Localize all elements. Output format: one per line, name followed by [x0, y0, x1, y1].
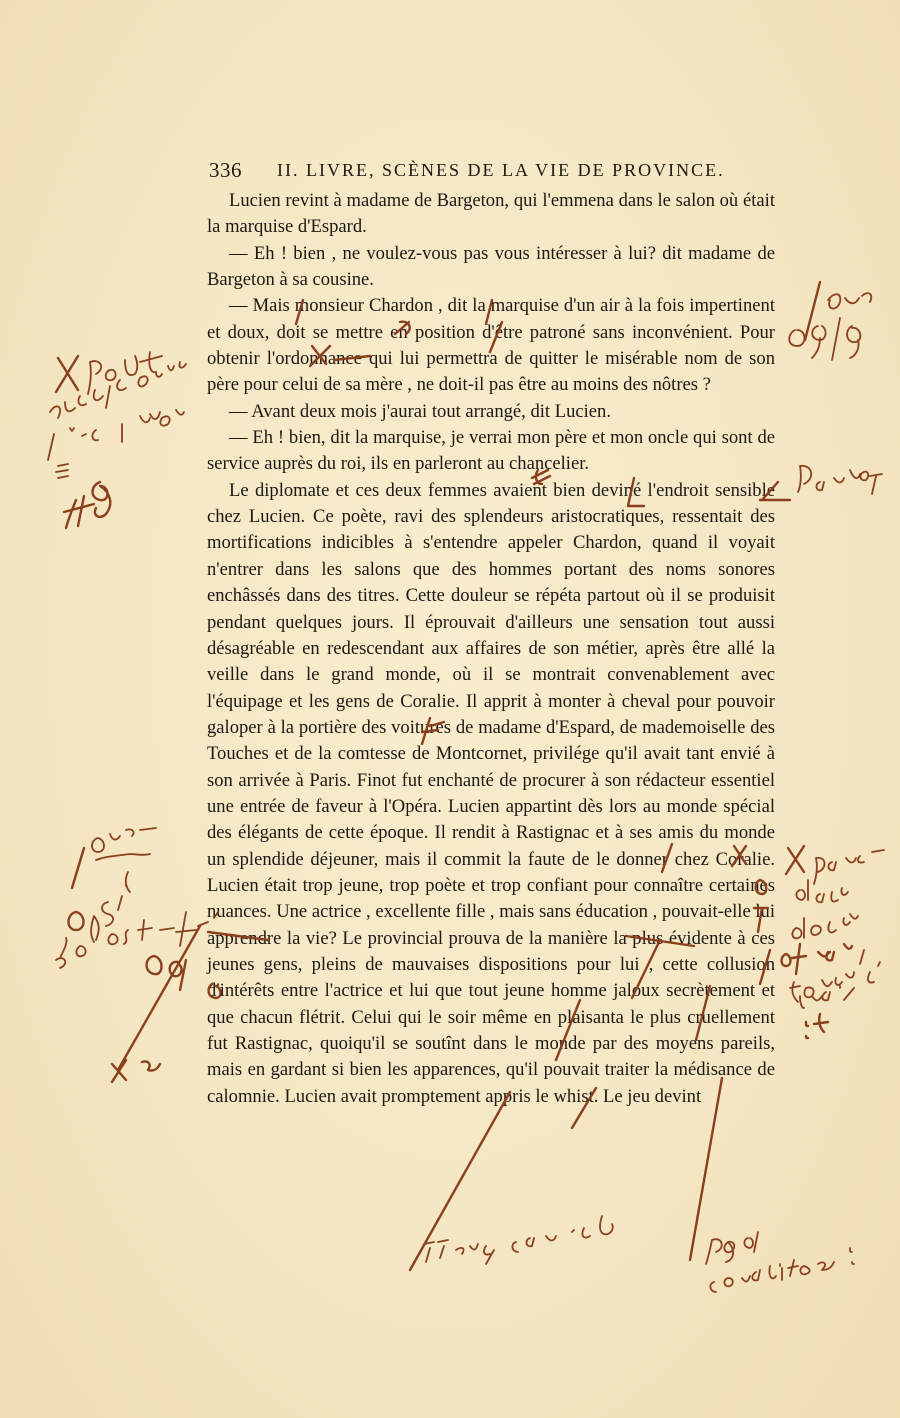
margin-note-bottom-1 — [410, 1092, 613, 1270]
paragraph-4: — Avant deux mois j'aurai tout arrangé, dit Lucien. — [229, 400, 612, 422]
margin-note-bottom-2 — [690, 1078, 854, 1292]
margin-note-left-2 — [56, 828, 218, 1082]
margin-note-right-1 — [789, 282, 871, 360]
margin-note-left-1 — [48, 352, 186, 528]
margin-note-right-3 — [782, 846, 885, 1038]
page-number: 336 — [209, 158, 242, 182]
running-title: II. LIVRE, SCÈNES DE LA VIE DE PROVINCE. — [277, 160, 725, 180]
page-header — [209, 158, 774, 186]
paragraph-6: Le diplomate et ces deux femmes avaient bien deviné l'endroit sensible chez Lucien. Ce poète, ravi des splendeurs aristocratiques, ressentait des mortifications indicibles à s'entendre appeler Chardon, quand il voyait n'entrer dans les salons que des hommes portant des noms sonores enchâssés dans des titres. Cette douleur se répéta partout où il se produisit pendant quelques jours. Il éprouvait d'ailleurs une sensation tout aussi désagréable en redescendant aux affaires de son métier, après être allé la veille dans le grand monde, où il se montrait convenablement avec l'équipage et les gens de Coralie. Il apprit à monter à cheval pour pouvoir galoper à la portière des voitures de madame d'Espard, de mademoiselle des Touches et de la comtesse de Montcornet, privilége qu'il avait tant envié à son arrivée à Paris. Finot fut enchanté de procurer à son rédacteur essentiel une entrée de faveur à l'Opéra. Lucien appartint dès lors au monde spécial des élégants de cette époque. Il rendit à Rastignac et à ses amis du monde un splendide déjeuner, mais il commit la faute de le donner chez Coralie. Lucien était trop jeune, trop poète et trop confiant pour connaître certaines nuances. Une actrice , excellente fille , mais sans éducation , pouvait-elle lui apprendre la vie? Le provincial prouva de la manière la plus évidente à ces jeunes gens, pleins de mauvaises dispositions pour lui , cette collusion d'intérêts entre l'actrice et lui que tout jeune homme jaloux secrètement et que chacun flétrit. Celui qui le soir même en plaisanta le plus cruellement fut Rastignac, quoiqu'il se soutînt dans le monde par des moyens pareils, mais en gardant si bien les apparences, qu'il pouvait traiter la médisance de calomnie. Lucien avait promptement appris le whist. Le jeu devint — [207, 479, 775, 1107]
margin-note-right-2 — [760, 466, 882, 500]
paragraph-1: Lucien revint à madame de Bargeton, qui l'emmena dans le salon où était la marquise d'Espard. — [207, 190, 775, 238]
body-text — [207, 188, 775, 1110]
paragraph-3: — Mais monsieur Chardon , dit la marquise d'un air à la fois impertinent et doux, doit se mettre en position d'être patroné sans inconvénient. Pour obtenir l'ordonnance qui lui permettra de quitter le misérable nom de son père pour celui de sa mère , ne doit-il pas être au moins des nôtres ? — [207, 295, 775, 396]
paragraph-5: — Eh ! bien, dit la marquise, je verrai mon père et mon oncle qui sont de service auprès du roi, ils en parleront au chancelier. — [207, 427, 775, 475]
paragraph-2: — Eh ! bien , ne voulez-vous pas vous intéresser à lui? dit madame de Bargeton à sa cousine. — [207, 242, 775, 291]
